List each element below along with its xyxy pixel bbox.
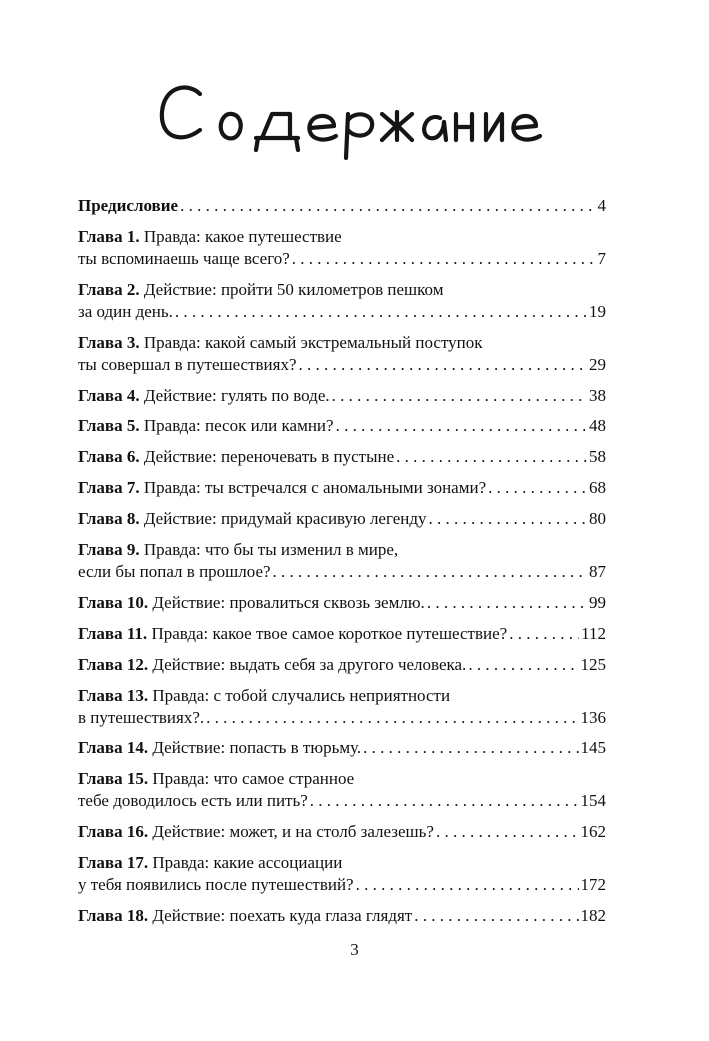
toc-entry-line	[78, 539, 606, 561]
toc-entry-label: Глава 1.	[78, 226, 140, 246]
toc-entry-label: Глава 10.	[78, 592, 149, 612]
toc-entry-label: Глава 12.	[78, 654, 149, 674]
toc-entry-text: Действие: переночевать в пустыне	[143, 447, 395, 467]
toc-entry-text: Действие: попасть в тюрьму.	[152, 738, 362, 758]
toc-entry-text: Действие: пройти 50 километров пешком	[143, 279, 444, 299]
toc-entry[interactable]	[78, 508, 606, 530]
dot-leader	[509, 623, 579, 645]
toc-entry-line	[78, 654, 606, 676]
toc-entry-text: Правда: какой самый экстремальный поступок	[143, 332, 483, 352]
dot-leader	[429, 508, 587, 530]
toc-entry-page: 80	[589, 509, 606, 529]
toc-entry[interactable]	[78, 852, 606, 896]
toc-entry-label: Глава 18.	[78, 906, 149, 926]
toc-entry-page: 58	[589, 447, 606, 467]
toc-entry-line	[78, 332, 606, 354]
toc-entry-page: 154	[580, 791, 606, 811]
dot-leader	[332, 385, 587, 407]
toc-entry[interactable]	[78, 905, 606, 927]
toc-entry-label: Глава 13.	[78, 685, 149, 705]
toc-entry[interactable]	[78, 685, 606, 729]
toc-entry-text: Правда: что самое странное	[152, 769, 355, 789]
dot-leader	[356, 874, 579, 896]
toc-entry[interactable]	[78, 332, 606, 376]
toc-entry-line	[78, 279, 606, 301]
toc-entry-line	[78, 415, 606, 437]
toc-entry-label: Глава 16.	[78, 822, 149, 842]
toc-entry-page: 172	[580, 875, 606, 895]
contents-title	[150, 72, 550, 162]
toc-entry-page: 19	[589, 301, 606, 321]
toc-entry[interactable]	[78, 539, 606, 583]
dot-leader	[488, 477, 587, 499]
toc-entry[interactable]	[78, 385, 606, 407]
toc-entry-text: Правда: песок или камни?	[143, 416, 334, 436]
toc-entry-page: 87	[589, 562, 606, 582]
dot-leader	[299, 354, 587, 376]
toc-entry[interactable]	[78, 279, 606, 323]
toc-entry-line	[78, 385, 606, 407]
toc-entry-line	[78, 707, 606, 729]
toc-entry[interactable]	[78, 195, 606, 217]
toc-entry-line	[78, 195, 606, 217]
toc-entry-label: Глава 2.	[78, 279, 140, 299]
toc-entry[interactable]	[78, 821, 606, 843]
toc-entry-page: 145	[580, 738, 606, 758]
dot-leader	[292, 248, 596, 270]
toc-entry[interactable]	[78, 415, 606, 437]
dot-leader	[414, 905, 578, 927]
toc-entry-text: в путешествиях?.	[78, 707, 205, 727]
toc-entry[interactable]	[78, 737, 606, 759]
toc-entry-text: если бы попал в прошлое?	[78, 562, 271, 582]
toc-entry-line	[78, 477, 606, 499]
toc-entry-text: Правда: какое твое самое короткое путешествие?	[151, 623, 508, 643]
toc-entry-page: 4	[597, 196, 606, 215]
toc-entry-text: Правда: какие ассоциации	[152, 853, 343, 873]
toc-entry-text: Действие: провалиться сквозь землю.	[152, 592, 425, 612]
toc-entry-page: 125	[580, 654, 606, 674]
toc-entry-page: 38	[589, 385, 606, 405]
toc-entry-line	[78, 354, 606, 376]
toc-entry-label: Глава 15.	[78, 769, 149, 789]
toc-entry-label: Глава 6.	[78, 447, 140, 467]
toc-entry-text: у тебя появились после путешествий?	[78, 875, 354, 895]
toc-entry-label: Глава 3.	[78, 332, 140, 352]
toc-entry-line	[78, 248, 606, 270]
toc-entry-text: Действие: может, и на столб залезешь?	[152, 822, 434, 842]
toc-entry-page: 68	[589, 478, 606, 498]
toc-entry-line	[78, 790, 606, 812]
toc-entry-label: Глава 7.	[78, 478, 140, 498]
toc-entry-label: Глава 4.	[78, 385, 140, 405]
toc-entry-text: Правда: что бы ты изменил в мире,	[143, 540, 399, 560]
toc-entry-line	[78, 623, 606, 645]
toc-entry-page: 99	[589, 592, 606, 612]
toc-entry-text: Правда: ты встречался с аномальными зонами?	[143, 478, 487, 498]
toc-entry-text: Действие: поехать куда глаза глядят	[152, 906, 413, 926]
toc-entry-text: Действие: придумай красивую легенду	[143, 509, 427, 529]
toc-entry-text: ты совершал в путешествиях?	[78, 354, 297, 374]
dot-leader	[180, 195, 595, 217]
toc-entry-label: Глава 17.	[78, 853, 149, 873]
toc-entry-page: 182	[580, 906, 606, 926]
toc-entry-page: 29	[589, 354, 606, 374]
toc-entry-line	[78, 821, 606, 843]
dot-leader	[436, 821, 579, 843]
toc-entry-label: Глава 9.	[78, 540, 140, 560]
toc-entry-label: Глава 11.	[78, 623, 148, 643]
dot-leader	[396, 446, 587, 468]
toc-entry-line	[78, 561, 606, 583]
toc-entry-line	[78, 446, 606, 468]
toc-entry-text: Правда: с тобой случались неприятности	[152, 685, 451, 705]
toc-entry-text: Действие: гулять по воде.	[143, 385, 330, 405]
toc-entry-text: ты вспоминаешь чаще всего?	[78, 248, 290, 268]
toc-entry-line	[78, 874, 606, 896]
table-of-contents	[78, 195, 606, 927]
toc-entry-label: Глава 5.	[78, 416, 140, 436]
toc-entry-line	[78, 592, 606, 614]
toc-entry-text: за один день.	[78, 301, 173, 321]
toc-entry[interactable]	[78, 477, 606, 499]
dot-leader	[427, 592, 587, 614]
dot-leader	[175, 301, 587, 323]
toc-entry-text: тебе доводилось есть или пить?	[78, 791, 308, 811]
toc-entry[interactable]	[78, 226, 606, 270]
dot-leader	[273, 561, 587, 583]
toc-entry-page: 136	[580, 707, 606, 727]
dot-leader	[206, 707, 578, 729]
dot-leader	[310, 790, 579, 812]
toc-entry[interactable]	[78, 446, 606, 468]
toc-entry[interactable]	[78, 654, 606, 676]
toc-entry[interactable]	[78, 623, 606, 645]
toc-entry-text: Правда: какое путешествие	[143, 226, 342, 246]
toc-entry[interactable]	[78, 592, 606, 614]
dot-leader	[363, 737, 578, 759]
toc-entry-page: 112	[581, 623, 606, 643]
dot-leader	[468, 654, 578, 676]
toc-entry-label: Глава 14.	[78, 738, 149, 758]
toc-entry-line	[78, 905, 606, 927]
toc-entry-label: Предисловие	[78, 196, 179, 215]
toc-entry-page: 162	[580, 822, 606, 842]
toc-entry-page: 48	[589, 416, 606, 436]
page-number: 3	[350, 940, 359, 959]
toc-entry-label: Глава 8.	[78, 509, 140, 529]
toc-entry-text: Действие: выдать себя за другого человека.	[152, 654, 467, 674]
toc-entry-line	[78, 768, 606, 790]
toc-entry-line	[78, 226, 606, 248]
handwritten-title-graphic	[150, 72, 550, 162]
toc-entry-page: 7	[597, 248, 606, 268]
toc-entry-line	[78, 737, 606, 759]
toc-entry-line	[78, 508, 606, 530]
toc-entry[interactable]	[78, 768, 606, 812]
toc-entry-line	[78, 301, 606, 323]
toc-entry-line	[78, 685, 606, 707]
toc-entry-line	[78, 852, 606, 874]
dot-leader	[336, 415, 587, 437]
